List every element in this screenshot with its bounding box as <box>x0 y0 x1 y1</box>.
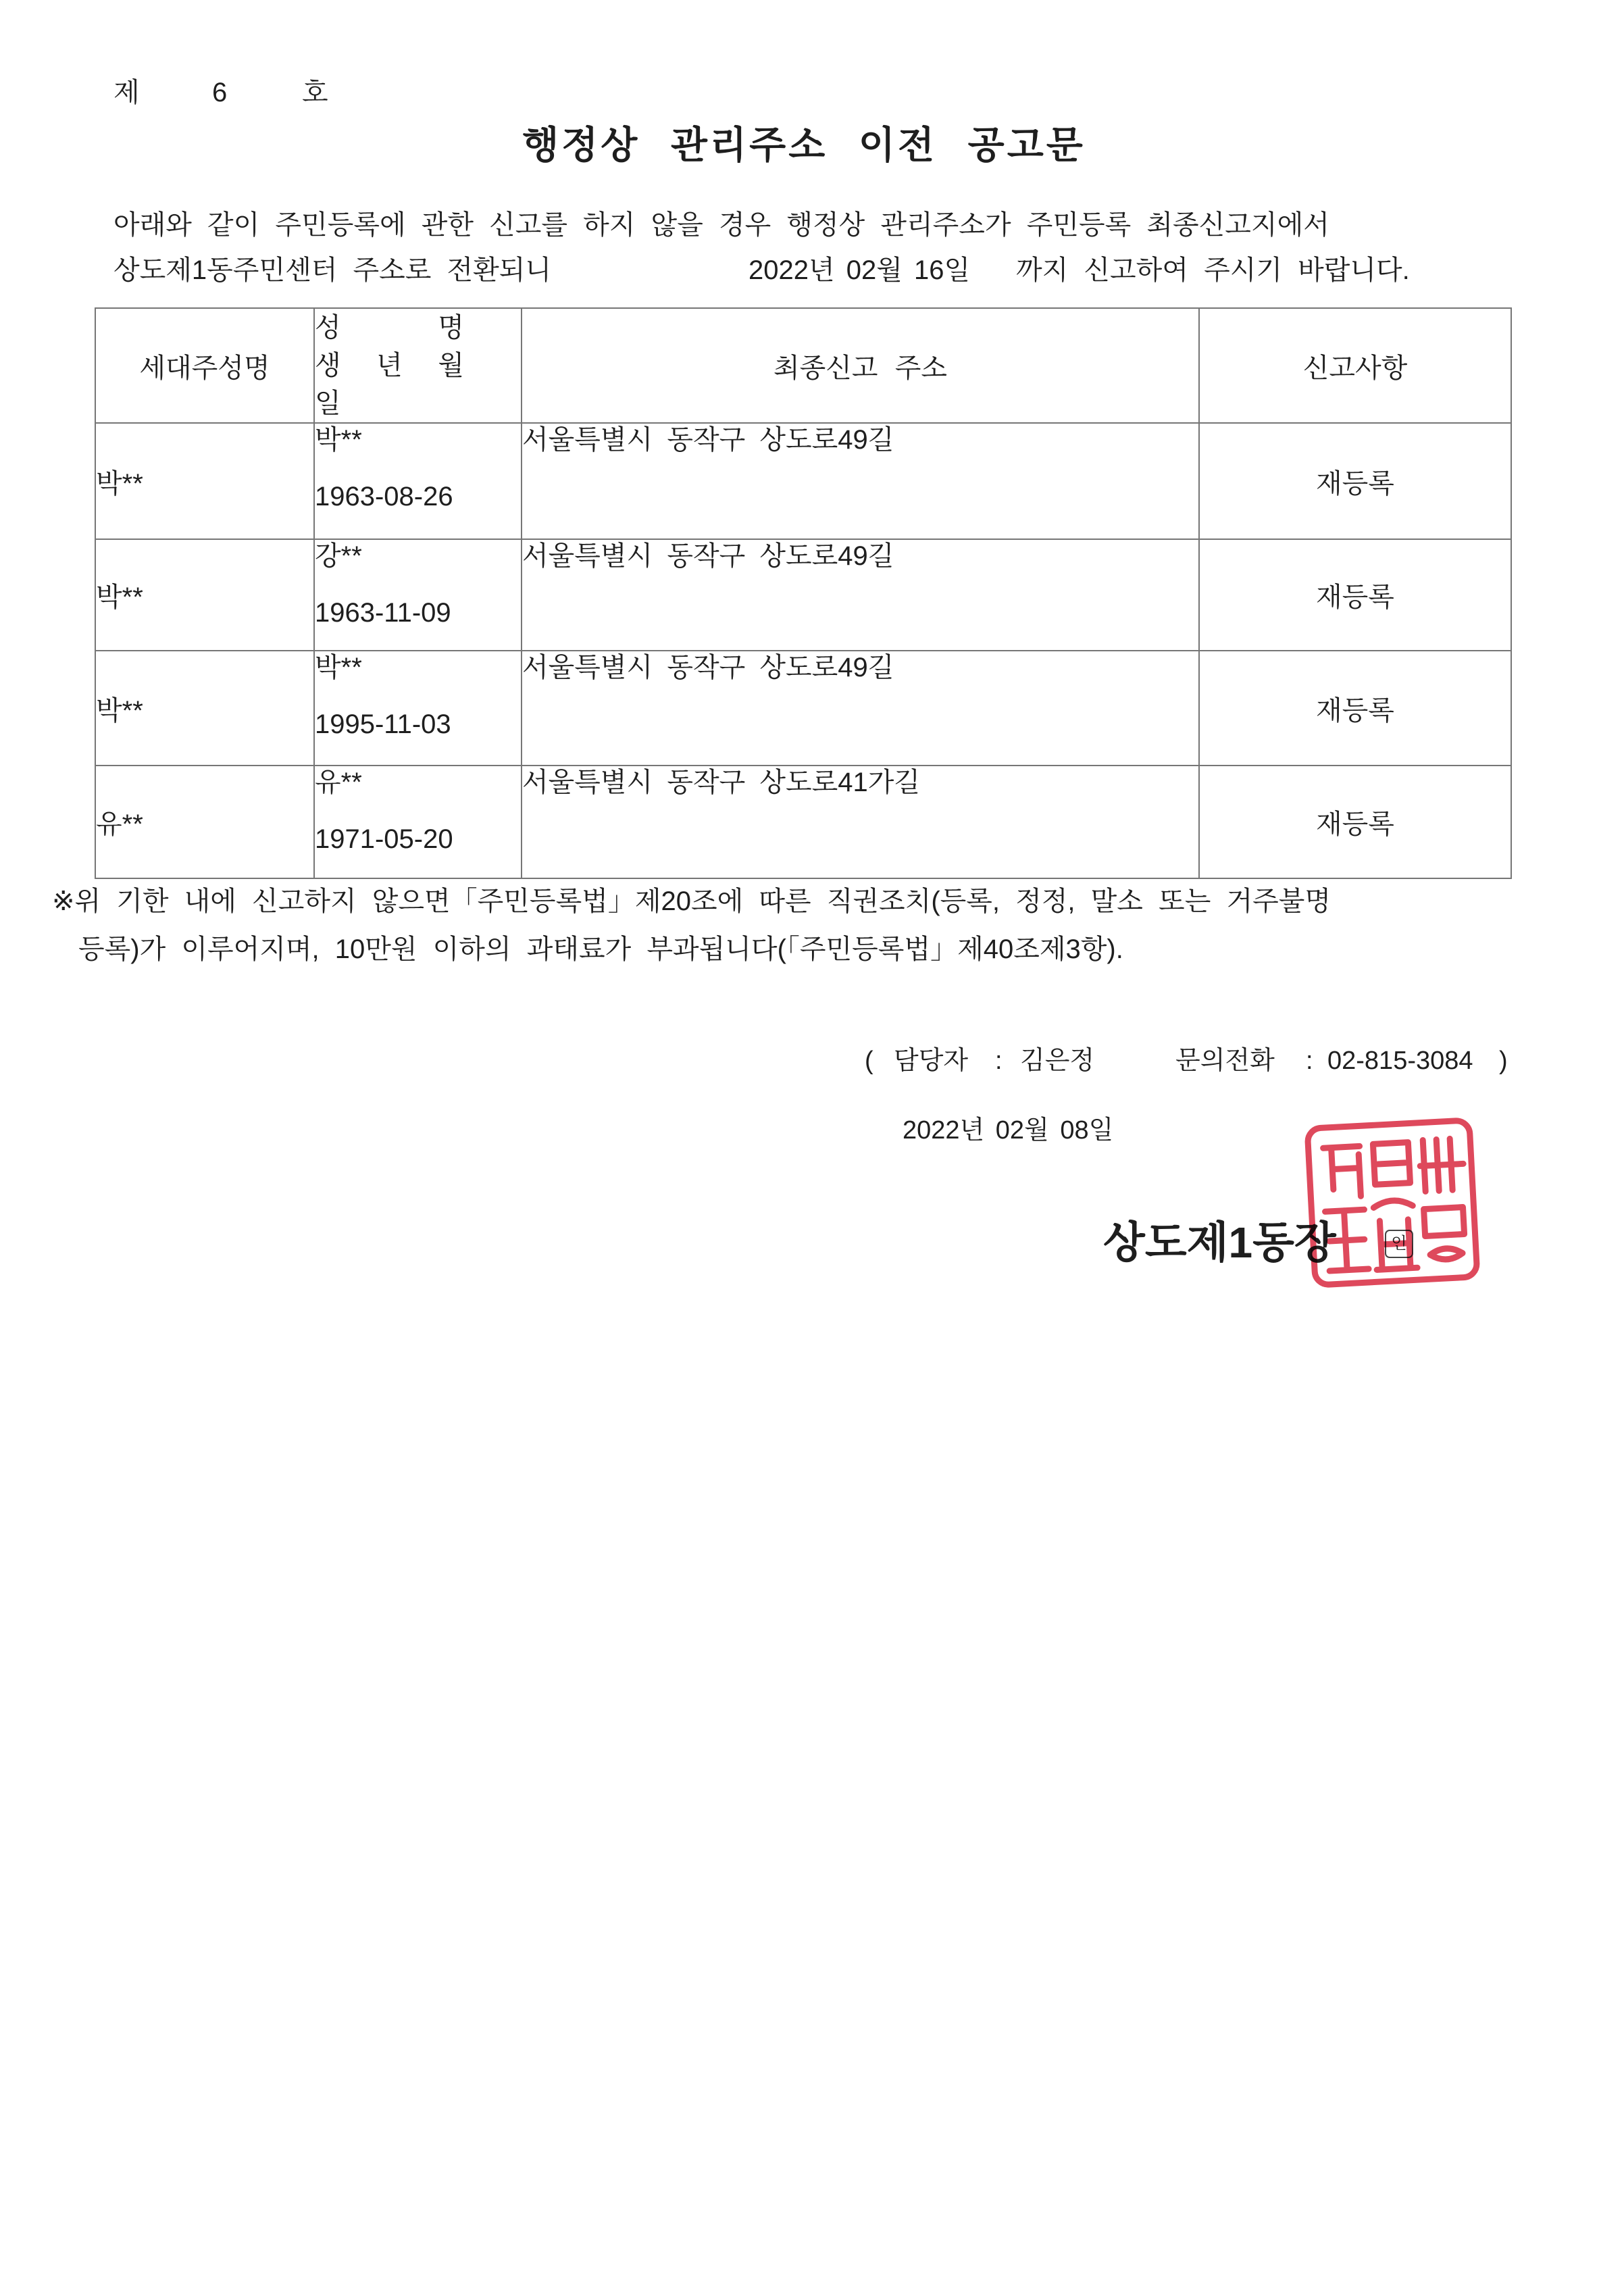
table-row <box>95 766 1511 878</box>
document-number: 6 <box>212 78 228 107</box>
penalty-notice-line-2: 등록)가 이루어지며, 10만원 이하의 과태료가 부과됩니다(「주민등록법」제40조제3항). <box>78 934 1123 964</box>
seal-glyph <box>1323 1146 1363 1198</box>
document-number-suffix: 호 <box>302 78 328 107</box>
table-head <box>95 308 1511 423</box>
report-type: 재등록 <box>1199 651 1511 766</box>
person-birth-date: 1995-11-03 <box>315 709 451 739</box>
person-name: 박** <box>315 653 362 682</box>
manager-separator: : <box>995 1047 1003 1075</box>
intro-line-2-start: 상도제1동주민센터 주소로 전환되니 <box>113 255 552 285</box>
householder-name: 유** <box>95 766 314 878</box>
report-type: 재등록 <box>1199 766 1511 878</box>
person-name: 박** <box>315 425 362 455</box>
seal-glyph <box>1373 1143 1410 1185</box>
header-name-birth <box>314 308 522 423</box>
person-birth-date: 1963-08-26 <box>315 482 453 511</box>
seal-glyph <box>1325 1209 1369 1271</box>
person-cell <box>314 766 522 878</box>
person-birth-date: 1963-11-09 <box>315 598 451 628</box>
table-row <box>95 539 1511 651</box>
page-title: 행정상 관리주소 이전 공고문 <box>522 124 1086 166</box>
penalty-notice-line-1: ※위 기한 내에 신고하지 않으면「주민등록법」제20조에 따른 직권조치(등록, 정정, 말소 또는 거주불명 <box>52 886 1331 916</box>
table-body <box>95 423 1511 878</box>
manager-name: 김은정 <box>1020 1047 1095 1075</box>
table-row <box>95 423 1511 539</box>
seal-glyph <box>1419 1138 1465 1191</box>
phone-separator: : <box>1306 1047 1313 1075</box>
seal-mark-box: 인 <box>1385 1230 1413 1258</box>
householder-name: 박** <box>95 423 314 539</box>
issuer-signature: 상도제1동장 <box>1103 1218 1336 1267</box>
table-row <box>95 651 1511 766</box>
header-name: 성 명 <box>315 313 464 343</box>
manager-label: 담당자 <box>894 1047 969 1075</box>
intro-line-2-end: 까지 신고하여 주시기 바랍니다. <box>1016 255 1410 285</box>
report-deadline: 2022년 02월 16일 <box>748 255 971 285</box>
header-report-type: 신고사항 <box>1199 308 1511 423</box>
seal-glyph <box>1424 1207 1466 1261</box>
person-cell <box>314 539 522 651</box>
issue-date: 2022년 02월 08일 <box>903 1116 1114 1145</box>
header-householder: 세대주성명 <box>95 308 314 423</box>
last-reported-address: 서울특별시 동작구 상도로49길 <box>522 423 1199 539</box>
report-type: 재등록 <box>1199 423 1511 539</box>
person-name: 유** <box>315 768 362 797</box>
person-name: 강** <box>315 541 362 571</box>
table-header-row <box>95 308 1511 423</box>
header-birth-date: 생 년 월 일 <box>315 351 464 418</box>
registration-table <box>95 307 1512 879</box>
householder-name: 박** <box>95 539 314 651</box>
report-type: 재등록 <box>1199 539 1511 651</box>
person-birth-date: 1971-05-20 <box>315 824 453 854</box>
person-cell <box>314 423 522 539</box>
person-cell <box>314 651 522 766</box>
phone-label: 문의전화 <box>1175 1047 1275 1075</box>
last-reported-address: 서울특별시 동작구 상도로49길 <box>522 539 1199 651</box>
householder-name: 박** <box>95 651 314 766</box>
last-reported-address: 서울특별시 동작구 상도로49길 <box>522 651 1199 766</box>
official-seal <box>1302 1114 1483 1291</box>
phone-number: 02-815-3084 <box>1327 1047 1473 1075</box>
document-number-prefix: 제 <box>113 78 140 107</box>
contact-open-paren: ( <box>865 1047 873 1075</box>
seal-glyph <box>1373 1199 1417 1270</box>
contact-close-paren: ) <box>1499 1047 1508 1075</box>
last-reported-address: 서울특별시 동작구 상도로41가길 <box>522 766 1199 878</box>
header-address: 최종신고 주소 <box>522 308 1199 423</box>
intro-line-1: 아래와 같이 주민등록에 관한 신고를 하지 않을 경우 행정상 관리주소가 주민등록 최종신고지에서 <box>113 210 1329 240</box>
